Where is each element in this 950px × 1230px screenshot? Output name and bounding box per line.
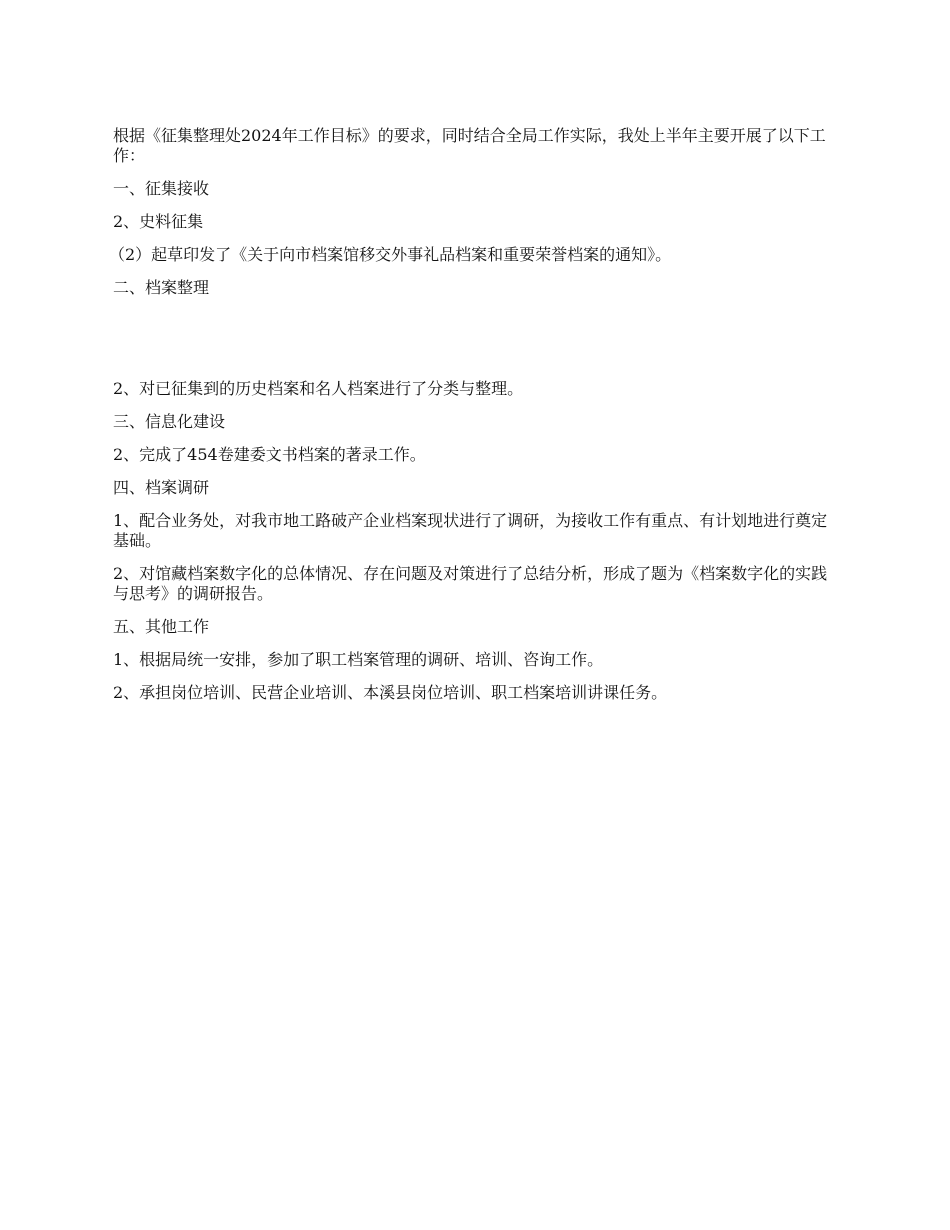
section-2-heading: 二、档案整理 <box>113 278 210 297</box>
section-5-item-2: 2、承担岗位培训、民营企业培训、本溪县岗位培训、职工档案培训讲课任务。 <box>113 683 668 702</box>
section-2-item: 2、对已征集到的历史档案和名人档案进行了分类与整理。 <box>113 379 524 398</box>
blank-space <box>113 311 837 379</box>
section-3-item: 2、完成了454卷建委文书档案的著录工作。 <box>113 445 426 464</box>
section-4-item-1: 1、配合业务处，对我市地工路破产企业档案现状进行了调研，为接收工作有重点、有计划地进行奠定基础。 <box>113 511 828 550</box>
intro-paragraph: 根据《征集整理处2024年工作目标》的要求，同时结合全局工作实际，我处上半年主要开展了以下工作： <box>113 126 826 165</box>
section-5-item-1: 1、根据局统一安排，参加了职工档案管理的调研、培训、咨询工作。 <box>113 650 604 669</box>
section-5-heading: 五、其他工作 <box>113 617 210 636</box>
section-4-item-2: 2、对馆藏档案数字化的总体情况、存在问题及对策进行了总结分析，形成了题为《档案数字化的实践与思考》的调研报告。 <box>113 564 828 603</box>
section-3-heading: 三、信息化建设 <box>113 412 226 431</box>
section-1-subheading: 2、史料征集 <box>113 212 204 231</box>
section-1-item: （2）起草印发了《关于向市档案馆移交外事礼品档案和重要荣誉档案的通知》。 <box>109 245 672 264</box>
section-4-heading: 四、档案调研 <box>113 478 210 497</box>
section-1-heading: 一、征集接收 <box>113 179 210 198</box>
document-body <box>109 126 837 716</box>
